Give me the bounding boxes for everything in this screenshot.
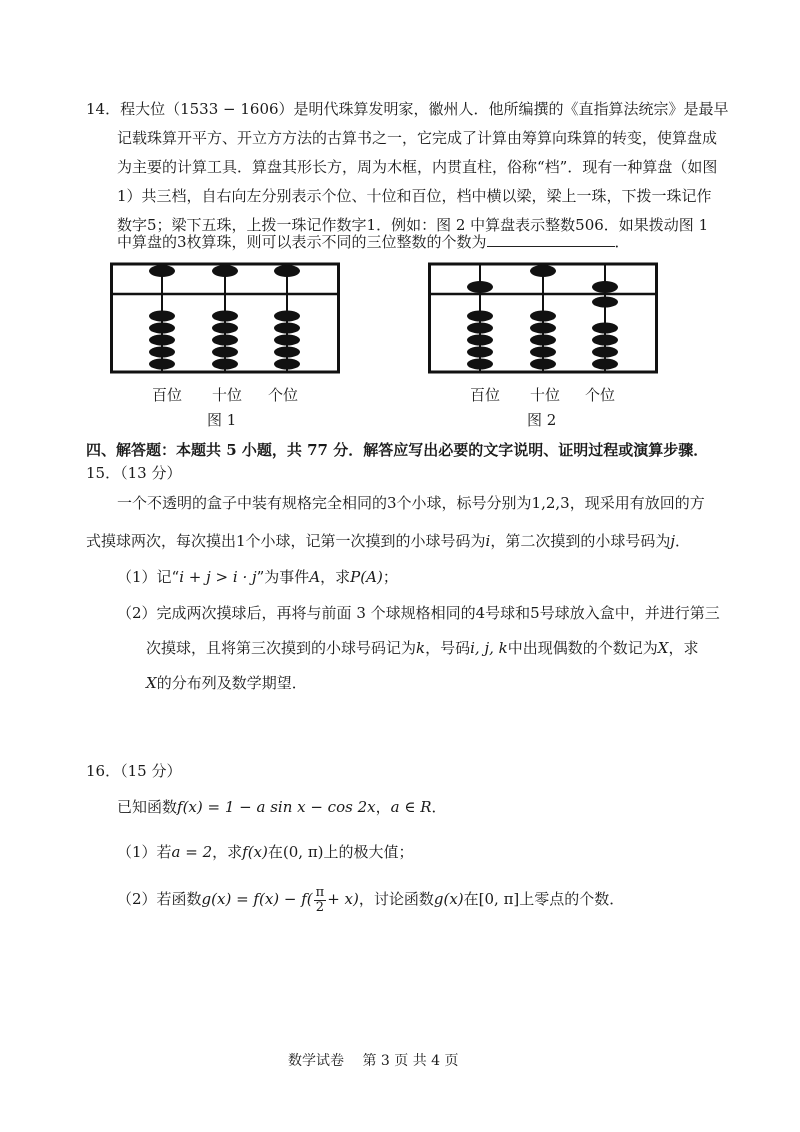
- q15-text-1a: 一个不透明的盒子中装有规格完全相同的3个小球，标号分别为: [117, 494, 532, 512]
- q16-part2: [117, 882, 624, 916]
- page-footer: 数学试卷 第 3 页 共 4 页: [288, 1053, 459, 1069]
- q16-part1: [117, 842, 414, 862]
- abacus1-lower-bead-0-2: [149, 335, 175, 346]
- section-four-heading: 四、解答题：本题共 5 小题，共 77 分．解答应写出必要的文字说明、证明过程或演算步骤．: [86, 441, 709, 459]
- q15-text-2a: 式摸球两次，每次摸出1个小球，记第一次摸到的小球号码为: [86, 532, 486, 550]
- q16-given-a: 已知函数: [117, 798, 178, 816]
- vars-ijk: i, j, k: [470, 639, 508, 657]
- q16-p1-d: 上的极大值；: [323, 843, 414, 861]
- abacus2-lower-bead-1-4: [530, 359, 556, 370]
- q15-part2-line-3: [146, 673, 307, 693]
- q15-line-2: [86, 531, 690, 551]
- abacus2-lower-bead-1-3: [530, 347, 556, 358]
- interval-closed: [0, π]: [478, 890, 520, 908]
- q14-text-6-end: ．: [614, 233, 630, 251]
- q15-part2-line-2: [146, 638, 698, 658]
- abacus-figure-1: [110, 262, 340, 382]
- q16-given-c: ．: [431, 798, 447, 816]
- abacus1-lower-bead-2-0: [274, 311, 300, 322]
- abacus1-lower-bead-2-1: [274, 323, 300, 334]
- q15-heading: 15．（13 分）: [86, 464, 182, 482]
- abacus2-lower-bead-2-4: [592, 359, 618, 370]
- abacus1-upper-bead-1: [212, 265, 238, 277]
- abacus1-upper-bead-2: [274, 265, 300, 277]
- abacus2-upper-bead-1: [530, 265, 556, 277]
- event-A: A: [309, 568, 321, 586]
- q14-line-5: 数字5；梁下五珠，上拨一珠记作数字1．例如：图 2 中算盘表示整数506．如果拨动图 1: [117, 216, 709, 234]
- abacus1-lower-bead-1-3: [212, 347, 238, 358]
- abacus1-lower-bead-0-4: [149, 359, 175, 370]
- var-i: i: [485, 532, 491, 550]
- q16-p1-b: ，求: [212, 843, 243, 861]
- abacus-figure-2: [428, 262, 658, 382]
- q15-p2-a: 次摸球，且将第三次摸到的小球号码记为: [146, 639, 417, 657]
- abacus2-lower-bead-0-3: [467, 347, 493, 358]
- fraction-pi-over-2: [314, 886, 327, 915]
- f-of-x: f(x): [242, 843, 268, 861]
- q14-line-6: [117, 232, 630, 252]
- q15-p1-a: （1）记“: [117, 568, 180, 586]
- fraction-numerator: π: [315, 884, 325, 900]
- fig2-label-ones: 个位: [585, 386, 616, 404]
- abacus1-lower-bead-0-0: [149, 311, 175, 322]
- q14-number: 14．: [86, 100, 121, 118]
- q15-p1-b: ”为事件: [256, 568, 310, 586]
- answer-blank[interactable]: [487, 232, 615, 247]
- abacus1-lower-bead-1-1: [212, 323, 238, 334]
- q15-p2-c: 中出现偶数的个数记为: [507, 639, 658, 657]
- q15-p1-c: ，求: [320, 568, 351, 586]
- q15-part2-line-1: （2）完成两次摸球后，再将与前面 3 个球规格相同的4号球和5号球放入盒中，并进行第三: [117, 604, 720, 622]
- q15-text-1c: ，现采用有放回的方: [569, 494, 705, 512]
- q16-p1-a: （1）若: [117, 843, 172, 861]
- abacus1-lower-bead-1-2: [212, 335, 238, 346]
- abacus1-upper-bead-0: [149, 265, 175, 277]
- q15-text-2b: ，第二次摸到的小球号码为: [490, 532, 671, 550]
- var-j: j: [670, 532, 676, 550]
- g-of-x: g(x): [433, 890, 464, 908]
- q15-p2-e: 的分布列及数学期望．: [156, 674, 307, 692]
- q16-p2-a: （2）若函数: [117, 890, 202, 908]
- abacus1-lower-bead-0-3: [149, 347, 175, 358]
- abacus2-upper-bead-2: [592, 281, 618, 293]
- q14-line-3: 为主要的计算工具．算盘其形长方，周为木框，内贯直柱，俗称“档”．现有一种算盘（如图: [117, 158, 718, 176]
- abacus2-lower-bead-2-3: [592, 347, 618, 358]
- fig1-label-tens: 十位: [212, 386, 243, 404]
- a-equals-2: a = 2: [171, 843, 213, 861]
- abacus2-lower-bead-0-2: [467, 335, 493, 346]
- q14-line-4: 1）共三档，自右向左分别表示个位、十位和百位，档中横以梁，梁上一珠，下拨一珠记作: [117, 187, 712, 205]
- fraction-denominator: 2: [315, 899, 325, 915]
- abacus2-lower-bead-0-1: [467, 323, 493, 334]
- var-k: k: [416, 639, 426, 657]
- interval-open: (0, π): [282, 843, 324, 861]
- prob-PA: P(A): [350, 568, 383, 586]
- abacus1-lower-bead-0-1: [149, 323, 175, 334]
- q15-p2-b: ，号码: [425, 639, 471, 657]
- q16-given-b: ，: [375, 798, 391, 816]
- abacus1-lower-bead-2-3: [274, 347, 300, 358]
- q15-p1-expr: i + j > i · j: [179, 568, 257, 586]
- fig1-label-ones: 个位: [268, 386, 299, 404]
- abacus2-lower-bead-1-0: [530, 311, 556, 322]
- var-X: X: [657, 639, 669, 657]
- q14-line-1: [86, 99, 729, 119]
- q16-p2-c: 在: [463, 890, 479, 908]
- abacus2-lower-bead-1-1: [530, 323, 556, 334]
- fig2-caption: 图 2: [527, 411, 557, 429]
- q14-text-6: 中算盘的3枚算珠，则可以表示不同的三位整数的个数为: [117, 233, 487, 251]
- abacus2-lower-bead-0-0: [467, 311, 493, 322]
- q16-heading: 16．（15 分）: [86, 762, 182, 780]
- q15-labels: 1,2,3: [531, 494, 570, 512]
- function-g-tail: + x): [327, 890, 359, 908]
- q16-p2-d: 上零点的个数．: [519, 890, 625, 908]
- abacus2-lower-bead-2-2: [592, 335, 618, 346]
- abacus2-lower-bead-0-4: [467, 359, 493, 370]
- q15-p1-d: ；: [382, 568, 398, 586]
- abacus1-lower-bead-2-4: [274, 359, 300, 370]
- q15-line-1: [117, 493, 705, 513]
- q15-text-2c: ．: [675, 532, 691, 550]
- q15-part1: [117, 567, 398, 587]
- abacus2-lower-bead-2-1: [592, 323, 618, 334]
- q14-line-2: 记载珠算开平方、开立方方法的古算书之一，它完成了计算由筹算向珠算的转变，使算盘成: [117, 129, 718, 147]
- q15-p2-d: ，求: [668, 639, 699, 657]
- function-g: g(x) = f(x) − f(: [201, 890, 313, 908]
- q16-p2-b: ，讨论函数: [358, 890, 434, 908]
- abacus2-lower-bead-2-0: [592, 297, 618, 308]
- var-X-2: X: [146, 674, 157, 692]
- fig2-label-tens: 十位: [530, 386, 561, 404]
- fig1-caption: 图 1: [207, 411, 237, 429]
- q16-p1-c: 在: [267, 843, 283, 861]
- fig1-label-hundreds: 百位: [152, 386, 183, 404]
- function-f: f(x) = 1 − a sin x − cos 2x: [177, 798, 376, 816]
- abacus1-lower-bead-1-0: [212, 311, 238, 322]
- fig2-label-hundreds: 百位: [470, 386, 501, 404]
- abacus1-lower-bead-1-4: [212, 359, 238, 370]
- abacus2-lower-bead-1-2: [530, 335, 556, 346]
- q16-given: [117, 797, 447, 817]
- abacus2-upper-bead-0: [467, 281, 493, 293]
- a-in-R: a ∈ R: [390, 798, 432, 816]
- q14-text-1: 程大位（1533 − 1606）是明代珠算发明家，徽州人．他所编撰的《直指算法统宗》是最早: [120, 100, 729, 118]
- abacus1-lower-bead-2-2: [274, 335, 300, 346]
